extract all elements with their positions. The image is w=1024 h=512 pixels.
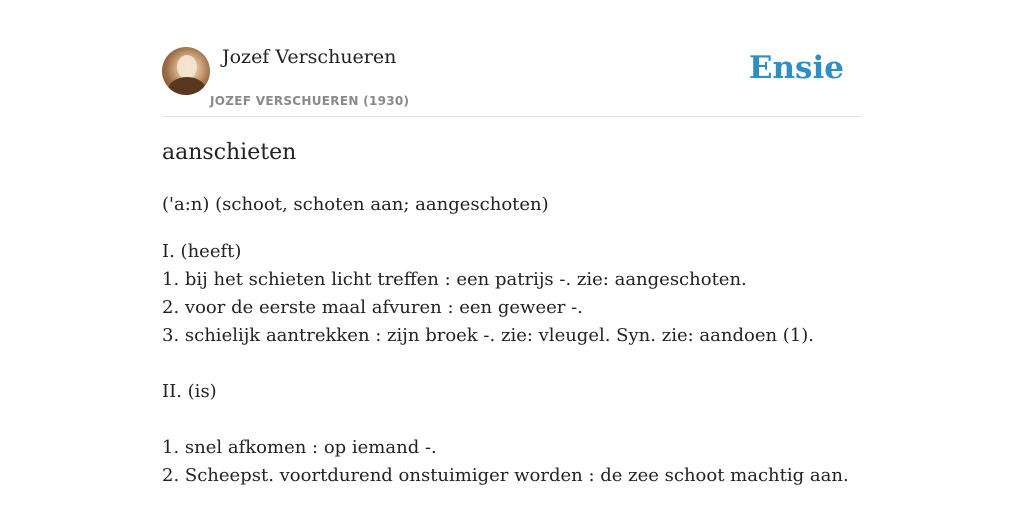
definition-line: 2. Scheepst. voortdurend onstuimiger worden : de zee schoot machtig aan. [162, 465, 849, 486]
author-avatar[interactable] [162, 47, 210, 95]
source-label: JOZEF VERSCHUEREN (1930) [210, 94, 410, 108]
page [162, 0, 862, 512]
avatar-body [168, 77, 206, 95]
definition-section-heading: II. (is) [162, 381, 217, 402]
definition-line: 1. snel afkomen : op iemand -. [162, 437, 437, 458]
definition-line: 1. bij het schieten licht treffen : een patrijs -. zie: aangeschoten. [162, 269, 747, 290]
entry-pronunciation: ('a:n) (schoot, schoten aan; aangeschoten) [162, 194, 549, 215]
definition-section-heading: I. (heeft) [162, 241, 242, 262]
definition-line: 3. schielijk aantrekken : zijn broek -. zie: vleugel. Syn. zie: aandoen (1). [162, 325, 814, 346]
avatar-face [177, 55, 197, 79]
entry-title: aanschieten [162, 140, 297, 165]
brand-logo[interactable]: Ensie [748, 50, 844, 86]
definition-line: 2. voor de eerste maal afvuren : een geweer -. [162, 297, 583, 318]
header [162, 44, 862, 117]
author-name[interactable]: Jozef Verschueren [222, 46, 397, 68]
